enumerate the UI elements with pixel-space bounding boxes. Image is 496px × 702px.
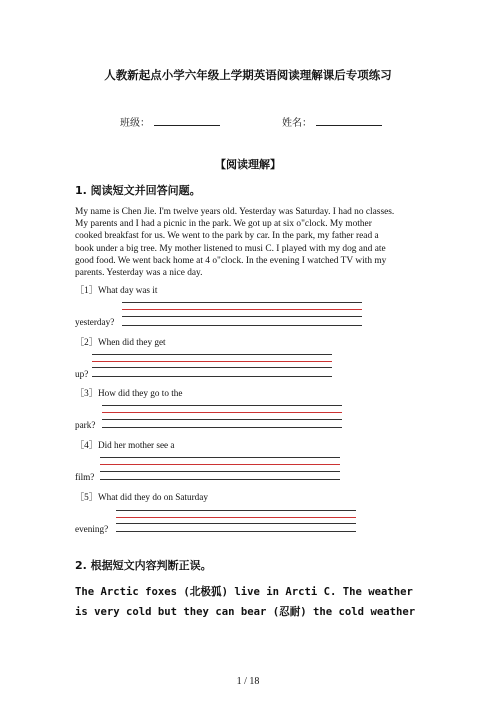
reading-passage bbox=[75, 206, 427, 279]
answer-line bbox=[100, 457, 340, 458]
class-field bbox=[120, 114, 220, 129]
page-number: 1 / 18 bbox=[236, 676, 260, 687]
passage-line: book under a big tree. My mother listened to musi C. I played with my dog and ate bbox=[75, 243, 386, 254]
answer-line bbox=[116, 523, 356, 524]
question-1-2-label: ［2］When did they get bbox=[75, 337, 166, 347]
question-1-2-end: up? bbox=[75, 369, 89, 379]
answer-line bbox=[102, 419, 342, 420]
passage-line: My parents and I had a picnic in the park. We got up at six o"clock. My mother bbox=[75, 219, 372, 230]
question-2-text-line: is very cold but they can bear (忍耐) the cold weather bbox=[75, 606, 416, 618]
answer-line bbox=[92, 354, 332, 355]
answer-line bbox=[116, 510, 356, 511]
question-2-heading: 2. 根据短文内容判断正误。 bbox=[75, 559, 212, 572]
answer-line bbox=[100, 471, 340, 472]
answer-line[interactable] bbox=[102, 427, 342, 428]
question-1-4-end: film? bbox=[75, 472, 95, 482]
passage-line: good food. We went back home at 4 o"clock. In the evening I watched TV with my bbox=[75, 255, 387, 266]
answer-line bbox=[122, 302, 362, 303]
answer-line bbox=[102, 405, 342, 406]
answer-line[interactable] bbox=[116, 531, 356, 532]
answer-line bbox=[116, 517, 356, 518]
answer-line bbox=[102, 412, 342, 413]
name-blank[interactable] bbox=[316, 115, 382, 126]
name-field bbox=[282, 114, 382, 129]
question-1-4-label: ［4］Did her mother see a bbox=[75, 440, 175, 450]
question-1-5-label: ［5］What did they do on Saturday bbox=[75, 492, 208, 502]
question-1-1-label: ［1］What day was it bbox=[75, 285, 158, 295]
document-title: 人教新起点小学六年级上学期英语阅读理解课后专项练习 bbox=[104, 68, 392, 82]
answer-line[interactable] bbox=[100, 479, 340, 480]
answer-line bbox=[100, 464, 340, 465]
question-2-text-line: The Arctic foxes (北极狐) live in Arcti C. The weather bbox=[75, 586, 413, 598]
passage-line: My name is Chen Jie. I'm twelve years old. Yesterday was Saturday. I had no classes. bbox=[75, 207, 395, 217]
section-heading: 【阅读理解】 bbox=[215, 158, 281, 171]
answer-line[interactable] bbox=[92, 376, 332, 377]
answer-line bbox=[92, 367, 332, 368]
question-1-5-end: evening? bbox=[75, 524, 109, 534]
name-label: 姓名： bbox=[282, 118, 312, 129]
question-1-1-end: yesterday? bbox=[75, 317, 115, 327]
passage-line: parents. Yesterday was a nice day. bbox=[75, 268, 203, 279]
passage-line: cooked breakfast for us. We went to the park by car. In the park, my father read a bbox=[75, 231, 379, 242]
answer-line bbox=[122, 309, 362, 310]
question-1-3-end: park? bbox=[75, 420, 96, 430]
answer-line bbox=[122, 316, 362, 317]
question-1-heading: 1. 阅读短文并回答问题。 bbox=[75, 184, 201, 197]
answer-line[interactable] bbox=[122, 325, 362, 326]
question-1-3-label: ［3］How did they go to the bbox=[75, 388, 183, 398]
class-blank[interactable] bbox=[154, 115, 220, 126]
answer-line bbox=[92, 361, 332, 362]
class-label: 班级： bbox=[120, 118, 150, 129]
